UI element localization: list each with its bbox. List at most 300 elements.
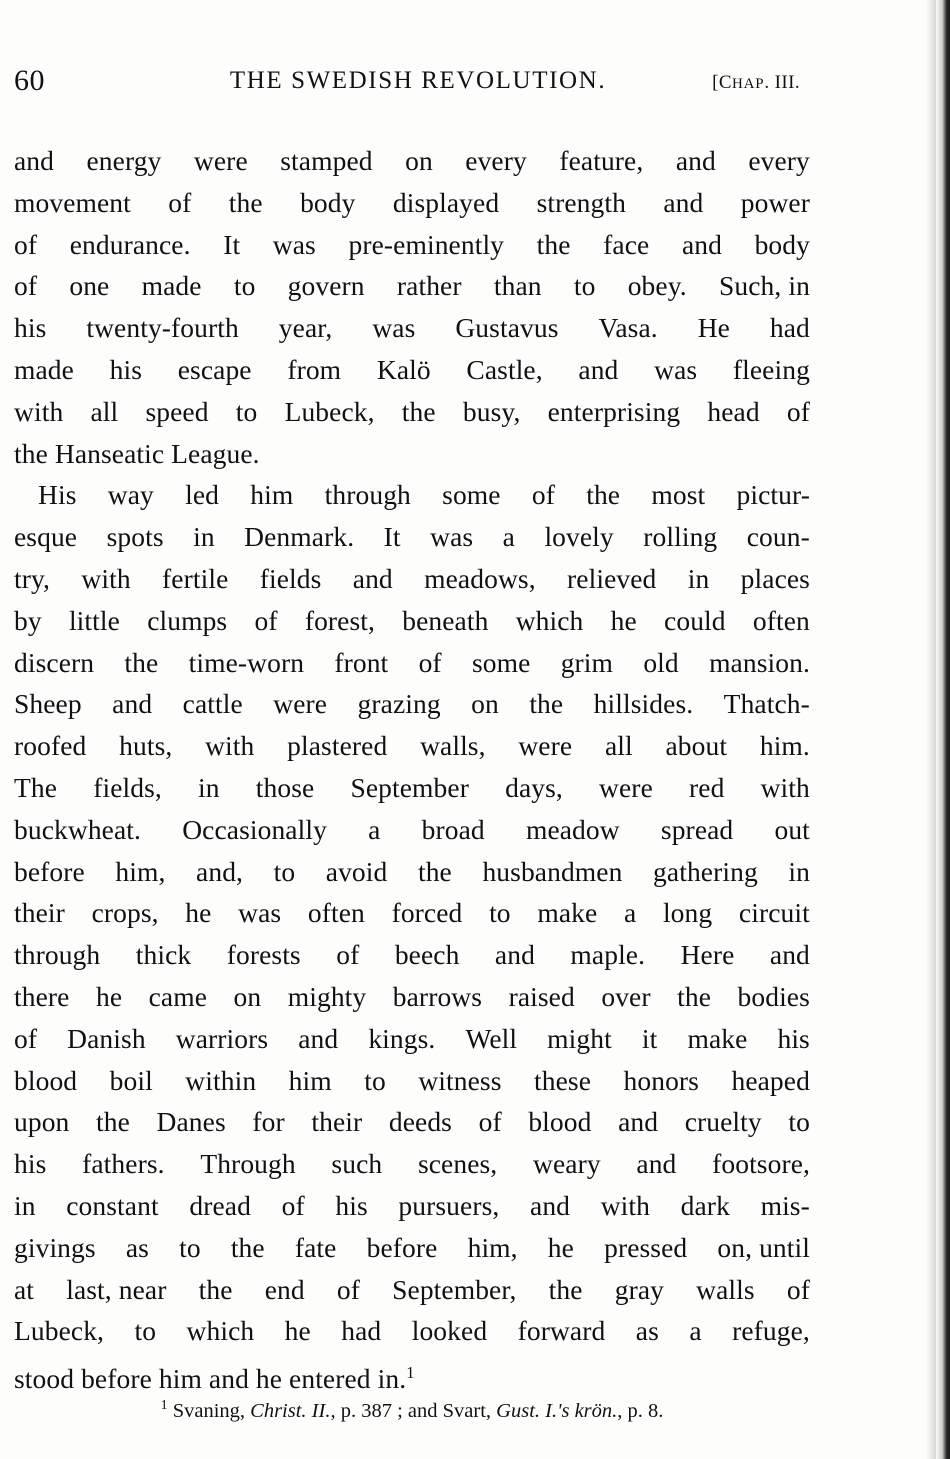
text-word: It (383, 521, 401, 553)
text-word: made (141, 270, 202, 302)
text-word: of (531, 479, 555, 511)
text-word: the (96, 1106, 130, 1138)
text-word: and (663, 186, 704, 218)
text-word: in (687, 562, 710, 594)
text-word: make (537, 897, 598, 929)
text-line (14, 934, 810, 976)
text-word: power (740, 186, 810, 218)
text-word: the (536, 228, 571, 260)
text-word: bodies (737, 980, 810, 1012)
text-word: cruelty (684, 1106, 762, 1138)
text-line (14, 1101, 810, 1143)
text-word: and (681, 228, 722, 260)
text-word: husbandmen (482, 855, 623, 887)
scan-gutter-shadow (926, 0, 936, 1459)
text-word: of (168, 186, 192, 218)
text-word: kings. (368, 1022, 436, 1054)
text-word: on (233, 980, 262, 1012)
text-line (14, 307, 810, 349)
text-word: fate (294, 1231, 337, 1263)
text-word: to (233, 270, 256, 302)
text-word: by (14, 604, 42, 636)
text-word: constant (66, 1189, 159, 1221)
text-word: grim (560, 646, 614, 678)
text-word: heaped (731, 1064, 810, 1096)
text-word: blood (528, 1106, 592, 1138)
text-word: he (284, 1315, 311, 1347)
text-word: speed (145, 395, 209, 427)
text-word: him. (759, 730, 810, 762)
text-word: came (148, 980, 208, 1012)
text-word: the (198, 1273, 233, 1305)
text-word: to (489, 897, 511, 929)
text-word: for (252, 1106, 285, 1138)
text-word: Well (465, 1022, 518, 1054)
text-word: circuit (738, 897, 810, 929)
text-word: footsore, (712, 1148, 810, 1180)
text-word: fleeing (732, 353, 810, 385)
text-word: of (478, 1106, 502, 1138)
text-word: forward (517, 1315, 606, 1347)
text-word: the (529, 688, 564, 720)
text-word: these (534, 1064, 592, 1096)
text-word: were (599, 771, 653, 803)
text-word: twenty-fourth (86, 312, 239, 344)
text-word: of (786, 1273, 810, 1305)
text-word: his (335, 1189, 368, 1221)
text-word: were (518, 730, 573, 762)
text-word: a (368, 813, 381, 845)
text-word: with (14, 395, 64, 427)
footnote-text-3: , p. 8. (617, 1399, 664, 1422)
text-word: his (109, 353, 143, 385)
text-word: with (205, 730, 255, 762)
text-word: often (752, 604, 810, 636)
text-word: and (675, 145, 716, 176)
text-word: September (350, 771, 469, 803)
text-word: and (530, 1189, 571, 1221)
body-text (14, 140, 810, 1400)
text-line (14, 767, 810, 809)
text-word: from (287, 353, 342, 385)
text-word: feature, (559, 145, 644, 176)
text-word: busy, (462, 395, 521, 427)
text-word: some (471, 646, 531, 678)
text-word: to (573, 270, 596, 302)
text-word: esque (14, 521, 78, 553)
text-word: of (336, 939, 360, 971)
text-line (14, 1310, 810, 1352)
text-word: on (471, 688, 499, 720)
text-word: of (254, 604, 278, 636)
text-line (14, 725, 810, 767)
text-word: old (643, 646, 679, 678)
text-word: had (341, 1315, 382, 1347)
text-word: on, until (717, 1231, 810, 1263)
text-line (14, 683, 810, 725)
text-word: crops, (91, 897, 159, 929)
text-word: blood (14, 1064, 78, 1096)
text-word: way (107, 479, 154, 511)
text-word: stamped (280, 145, 373, 176)
text-word: and (14, 145, 55, 176)
text-word: front (334, 646, 389, 678)
text-word: movement (14, 186, 131, 218)
footnote-reference: 1 (406, 1363, 415, 1383)
text-word: the (548, 1273, 583, 1305)
text-word: displayed (392, 186, 500, 218)
text-word: witness (418, 1064, 502, 1096)
text-word: forest, (304, 604, 376, 636)
text-word: a (623, 897, 637, 929)
text-word: avoid (325, 855, 388, 887)
text-word: all (90, 395, 119, 427)
text-word: fields, (93, 771, 162, 803)
text-word: the (586, 479, 621, 511)
text-word: broad (421, 813, 485, 845)
text-line (14, 1143, 810, 1185)
text-line: the Hanseatic League. (14, 437, 260, 469)
text-word: their (311, 1106, 363, 1138)
text-word: Occasionally (182, 813, 327, 845)
text-word: every (465, 145, 527, 176)
text-word: buckwheat. (14, 813, 141, 845)
text-word: some (442, 479, 501, 511)
text-word: Such, in (719, 270, 810, 302)
text-word: to (134, 1315, 157, 1347)
text-word: the (228, 186, 263, 218)
text-word: mis- (760, 1189, 810, 1221)
text-word: time-worn (188, 646, 305, 678)
text-word: roofed (14, 730, 87, 762)
text-word: to (273, 855, 296, 887)
text-word: he (185, 897, 212, 929)
footnote-italic-1: Christ. II. (250, 1399, 331, 1422)
text-word: could (664, 604, 726, 636)
text-word: gathering (653, 855, 758, 887)
text-word: a (689, 1315, 702, 1347)
text-word: the (677, 980, 712, 1012)
text-line (14, 1185, 810, 1227)
footnote-text-1: Svaning, (172, 1399, 251, 1422)
text-word: thick (135, 939, 192, 971)
text-word: him, (467, 1231, 518, 1263)
text-word: of (418, 646, 442, 678)
text-word: were (193, 145, 248, 176)
text-word: he (95, 980, 123, 1012)
running-title: THE SWEDISH REVOLUTION. (229, 67, 607, 94)
text-line (14, 851, 810, 893)
text-word: warriors (175, 1022, 269, 1054)
text-word: to (235, 395, 258, 427)
text-word: which (186, 1315, 255, 1347)
text-word: made (14, 353, 74, 385)
text-word: hillsides. (593, 688, 694, 720)
text-word: year, (278, 312, 333, 344)
text-word: plastered (287, 730, 388, 762)
text-word: the (417, 855, 452, 887)
text-word: try, (14, 562, 51, 594)
text-word: head (707, 395, 760, 427)
text-word: dread (189, 1189, 251, 1221)
text-word: Through (200, 1148, 296, 1180)
text-word: in (14, 1189, 36, 1221)
text-line (14, 391, 810, 433)
text-word: places (740, 562, 810, 594)
text-line (14, 516, 810, 558)
text-word: of (14, 270, 38, 302)
text-word: Castle, (466, 353, 543, 385)
text-word: through (324, 479, 411, 511)
text-word: refuge, (732, 1315, 810, 1347)
text-word: maple. (570, 939, 646, 971)
footnote-marker: 1 (160, 1398, 168, 1413)
text-word: It (223, 228, 241, 260)
text-word: he (610, 604, 637, 636)
footnote-text-2: , p. 387 ; and Svart, (330, 1399, 497, 1422)
text-word: and (112, 688, 153, 720)
text-word: meadow (525, 813, 620, 845)
text-word: relieved (567, 562, 657, 594)
text-line (14, 265, 810, 307)
text-word: He (697, 312, 730, 344)
text-word: long (662, 897, 713, 929)
text-word: spots (106, 521, 164, 553)
text-word: last, near (66, 1273, 167, 1305)
text-word: about (665, 730, 728, 762)
text-word: in (198, 771, 220, 803)
text-word: Denmark. (244, 521, 355, 553)
text-word: in (193, 521, 215, 553)
text-line (14, 558, 810, 600)
text-word: gray (614, 1273, 664, 1305)
paragraph-2 (14, 474, 810, 1400)
text-word: as (635, 1315, 659, 1347)
text-word: discern (14, 646, 95, 678)
text-word: than (493, 270, 542, 302)
text-word: Lubeck, (284, 395, 375, 427)
text-word: forests (226, 939, 301, 971)
text-word: pre-eminently (348, 228, 505, 260)
text-word: all (604, 730, 633, 762)
text-word: Gustavus (455, 312, 559, 344)
text-word: him (250, 479, 294, 511)
text-word: body (754, 228, 810, 260)
text-word: pressed (604, 1231, 688, 1263)
text-word: rather (396, 270, 462, 302)
scan-gutter-edge (936, 0, 950, 1459)
text-word: rolling (643, 521, 718, 553)
text-word: at (14, 1273, 35, 1305)
text-word: led (185, 479, 220, 511)
text-line (14, 182, 810, 224)
text-word: was (654, 353, 698, 385)
text-word: in (788, 855, 810, 887)
text-word: pursuers, (398, 1189, 500, 1221)
text-word: with (600, 1189, 650, 1221)
text-word: and (298, 1022, 339, 1054)
text-word: make (687, 1022, 748, 1054)
text-word: Vasa. (598, 312, 658, 344)
text-word: Danes (156, 1106, 226, 1138)
footnote (14, 1398, 810, 1423)
text-word: over (601, 980, 651, 1012)
text-word: and (769, 939, 810, 971)
text-line: stood before him and he entered in.$^1$ (14, 1363, 415, 1395)
text-word: before (14, 855, 85, 887)
text-word: givings (14, 1231, 96, 1263)
text-word: upon (14, 1106, 70, 1138)
text-word: coun- (746, 521, 810, 553)
text-line (14, 474, 810, 516)
text-word: the (124, 646, 159, 678)
text-word: little (68, 604, 120, 636)
text-word: his (14, 312, 47, 344)
text-word: Sheep (14, 688, 82, 720)
text-word: he (547, 1231, 574, 1263)
text-word: mansion. (709, 646, 810, 678)
text-word: strength (536, 186, 626, 218)
text-line (14, 976, 810, 1018)
chapter-ref-suffix: . III. (764, 72, 800, 93)
text-word: looked (411, 1315, 488, 1347)
text-word: barrows (392, 980, 483, 1012)
text-word: a (502, 521, 515, 553)
text-word: escape (177, 353, 252, 385)
text-word: to (179, 1231, 201, 1263)
text-word: forced (391, 897, 463, 929)
text-line (14, 1018, 810, 1060)
text-line (14, 140, 810, 182)
page-number: 60 (14, 64, 45, 97)
text-word: his (14, 1148, 47, 1180)
text-word: Here (680, 939, 735, 971)
text-word: to (364, 1064, 386, 1096)
text-word: and (636, 1148, 677, 1180)
text-word: every (748, 145, 810, 176)
footnote-italic-2: Gust. I.'s krön. (496, 1399, 618, 1422)
text-word: those (255, 771, 315, 803)
text-word: endurance. (69, 228, 191, 260)
text-word: of (281, 1189, 305, 1221)
text-word: and (352, 562, 393, 594)
text-word: of (14, 1022, 38, 1054)
text-word: deeds (388, 1106, 452, 1138)
text-word: the (230, 1231, 265, 1263)
text-word: were (273, 688, 328, 720)
text-word: was (238, 897, 282, 929)
text-word: Thatch- (723, 688, 810, 720)
text-word: of (14, 228, 38, 260)
text-word: him (288, 1064, 332, 1096)
chapter-ref-prefix: [C (712, 72, 732, 93)
text-word: walls, (420, 730, 486, 762)
text-line (14, 600, 810, 642)
text-word: might (547, 1022, 612, 1054)
text-word: and, (196, 855, 244, 887)
text-word: dark (680, 1189, 730, 1221)
text-word: raised (508, 980, 575, 1012)
text-word: The (14, 771, 58, 803)
text-word: energy (86, 145, 162, 176)
chapter-ref-smallcaps: HAP (731, 76, 765, 92)
text-line (14, 1060, 810, 1102)
text-word: walls (696, 1273, 755, 1305)
text-word: Lubeck, (14, 1315, 105, 1347)
text-word: His (38, 479, 77, 511)
text-word: fathers. (82, 1148, 165, 1180)
text-word: through (14, 939, 101, 971)
text-word: which (515, 604, 584, 636)
text-word: and (494, 939, 535, 971)
text-word: it (641, 1022, 658, 1054)
text-word: fields (259, 562, 322, 594)
text-word: meadows, (424, 562, 536, 594)
text-word: scenes, (417, 1148, 498, 1180)
text-word: govern (287, 270, 365, 302)
text-word: mighty (287, 980, 367, 1012)
text-word: with (760, 771, 810, 803)
text-word: enterprising (547, 395, 681, 427)
text-word: Kalö (376, 353, 431, 385)
text-line (14, 1227, 810, 1269)
text-word: body (300, 186, 356, 218)
text-word: obey. (627, 270, 687, 302)
text-word: clumps (147, 604, 228, 636)
text-word: was (372, 312, 416, 344)
text-word: before (366, 1231, 438, 1263)
text-line (14, 809, 810, 851)
text-word: honors (623, 1064, 699, 1096)
text-word: out (774, 813, 810, 845)
text-word: such (331, 1148, 383, 1180)
text-word: often (307, 897, 365, 929)
text-line (14, 892, 810, 934)
text-word: was (430, 521, 474, 553)
text-word: beneath (402, 604, 489, 636)
text-word: weary (533, 1148, 601, 1180)
text-word: him, (115, 855, 166, 887)
text-word: fertile (162, 562, 229, 594)
text-word: most (651, 479, 706, 511)
text-word: there (14, 980, 70, 1012)
text-word: his (777, 1022, 810, 1054)
text-word: had (769, 312, 810, 344)
paragraph-1 (14, 140, 810, 474)
text-word: red (689, 771, 725, 803)
text-word: cattle (182, 688, 243, 720)
text-word: pictur- (736, 479, 810, 511)
text-line (14, 642, 810, 684)
text-word: and (578, 353, 619, 385)
text-word: huts, (119, 730, 173, 762)
text-word: the (401, 395, 436, 427)
text-word: beech (394, 939, 460, 971)
text-word: was (272, 228, 316, 260)
text-line (14, 1269, 810, 1311)
text-word: boil (109, 1064, 153, 1096)
text-word: face (603, 228, 650, 260)
text-word: and (618, 1106, 659, 1138)
text-word: to (788, 1106, 810, 1138)
text-word: as (125, 1231, 149, 1263)
text-word: on (405, 145, 433, 176)
text-word: September, (392, 1273, 517, 1305)
text-line (14, 224, 810, 266)
text-word: end (264, 1273, 305, 1305)
text-word: spread (660, 813, 734, 845)
text-word: with (81, 562, 131, 594)
